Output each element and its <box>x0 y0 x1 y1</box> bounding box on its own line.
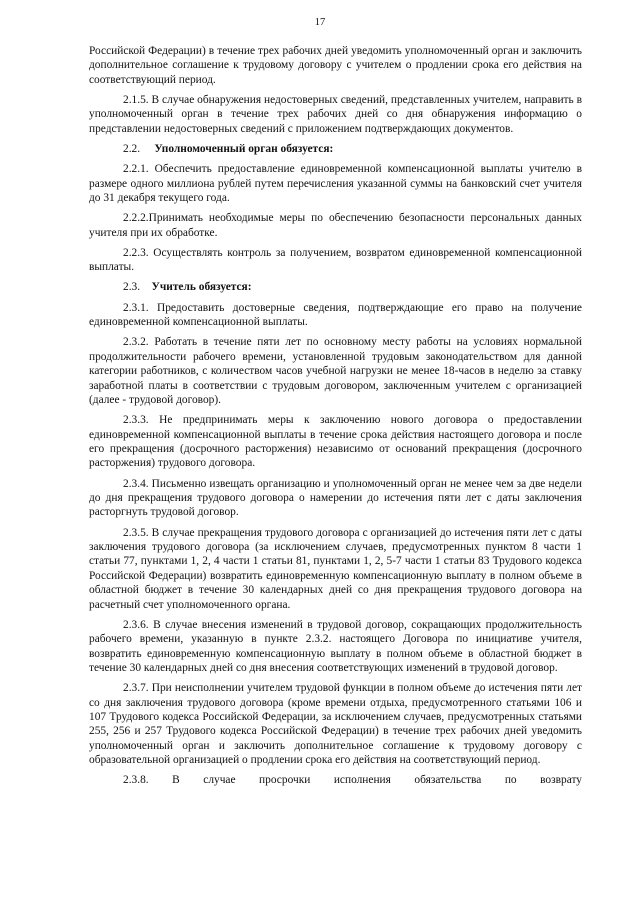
clause-2-3-1 <box>89 301 582 330</box>
clause-number: 2.3.7. <box>123 682 149 695</box>
clause-2-3-4 <box>89 477 582 520</box>
paragraph-text: Российской Федерации) в течение трех рабочих дней уведомить уполномоченный орган и заключить дополнительное соглашение к трудовому договору с учителем о продлении срока его действия на соответствующий период. <box>89 45 582 86</box>
clause-text: Осуществлять контроль за получением, возвратом единовременной компенсационной выплаты. <box>89 246 582 274</box>
clause-2-2-3 <box>89 246 582 275</box>
clause-text: При неисполнении учителем трудовой функции в полном объеме до истечения пяти лет со дня заключения трудового договора (кроме времени отдыха, предусмотренного статьями 106 и 107 Трудового кодекса Российской Федерации, за исключением случаев, предусмотренных статьями 255, 256 и 257 Трудового кодекса Российской Федерации) в течение трех рабочих дней уведомить уполномоченный орган и заключить дополнительное соглашение к трудовому договору с образовательной организацией о продлении срока его действия на соответствующий период. <box>89 682 582 767</box>
clause-text: В случае обнаружения недостоверных сведений, представленных учителем, направить в уполномоченный орган в течение трех рабочих дней со дня обнаружения информацию о представлении недостоверных сведений с приложением подтверждающих документов. <box>89 94 582 135</box>
clause-text: Не предпринимать меры к заключению нового договора о предоставлении единовременной компенсационной выплаты в течение срока действия настоящего договора и после его прекращения (досрочного расторжения) независимо от оснований прекращения (досрочного расторжения) трудового договора. <box>89 414 582 470</box>
section-heading-2-2 <box>89 142 582 156</box>
section-heading-text: Уполномоченный орган обязуется: <box>154 143 334 156</box>
clause-number: 2.3.4. <box>123 477 149 490</box>
clause-text: Работать в течение пяти лет по основному месту работы на условиях нормальной продолжительности рабочего времени, установленной трудовым законодательством для данной категории работников, с количеством часов учебной нагрузки не менее 18-часов в неделю за ставку заработной платы в соответствии с трудовым договором, заключенным учителем с организацией (далее - трудовой договор). <box>89 336 582 406</box>
clause-number: 2.3.8. <box>123 774 149 787</box>
clause-2-3-5 <box>89 526 582 612</box>
clause-2-3-3 <box>89 413 582 471</box>
clause-number: 2.2.2. <box>123 212 149 225</box>
clause-2-1-5 <box>89 93 582 136</box>
clause-2-2-2 <box>89 211 582 240</box>
section-heading-2-3 <box>89 280 582 294</box>
clause-number: 2.3. <box>123 281 141 294</box>
clause-text: Письменно извещать организацию и уполномоченный орган не менее чем за две недели до дня прекращения трудового договора о намерении до истечения пяти лет с даты заключения расторгнуть трудовой договор. <box>89 477 582 519</box>
clause-number: 2.3.2. <box>123 336 149 349</box>
clause-number: 2.2. <box>123 143 141 156</box>
clause-2-3-8 <box>89 773 582 787</box>
clause-number: 2.3.6. <box>123 618 149 631</box>
paragraph-continuation <box>89 44 582 87</box>
document-body <box>89 44 582 794</box>
page-number: 17 <box>314 17 326 28</box>
clause-text: Предоставить достоверные сведения, подтверждающие его право на получение единовременной компенсационной выплаты. <box>89 301 582 329</box>
clause-number: 2.2.1. <box>123 163 149 176</box>
clause-text: В случае прекращения трудового договора с организацией до истечения пяти лет с даты заключения трудового договора (за исключением случаев, предусмотренных пунктом 8 части 1 статьи 77, пунктами 1, 2, 4 части 1 статьи 81, пунктами 1, 2, 5-7 части 1 статьи 83 Трудового кодекса Российской Федерации) возвратить единовременную компенсационную выплату в полном объеме в областной бюджет в течение 30 календарных дней со дня прекращения трудового договора на расчетный счет уполномоченного органа. <box>89 526 582 611</box>
clause-number: 2.1.5. <box>123 94 149 107</box>
clause-number: 2.3.5. <box>123 526 149 539</box>
clause-text: Обеспечить предоставление единовременной компенсационной выплаты учителю в размере одного миллиона рублей путем перечисления указанной суммы на банковский счет учителя до 31 декабря текущего года. <box>89 163 582 205</box>
clause-2-3-2 <box>89 335 582 407</box>
clause-2-3-7 <box>89 681 582 767</box>
clause-number: 2.2.3. <box>123 246 149 259</box>
clause-text: Принимать необходимые меры по обеспечению безопасности персональных данных учителя при их обработке. <box>89 212 582 239</box>
clause-number: 2.3.3. <box>123 414 149 427</box>
clause-text: В случае внесения изменений в трудовой договор, сокращающих продолжительность рабочего времени, указанную в пункте 2.3.2. настоящего Договора по инициативе учителя, возвратить единовременную компенсационную выплату в полном объеме в областной бюджет в течение 30 календарных дней со дня внесения соответствующих изменений в трудовой договор. <box>89 618 582 674</box>
clause-text: В случае просрочки исполнения обязательства по возврату <box>172 774 582 787</box>
clause-2-2-1 <box>89 162 582 205</box>
clause-number: 2.3.1. <box>123 301 149 314</box>
section-heading-text: Учитель обязуется: <box>151 281 252 294</box>
clause-2-3-6 <box>89 618 582 676</box>
